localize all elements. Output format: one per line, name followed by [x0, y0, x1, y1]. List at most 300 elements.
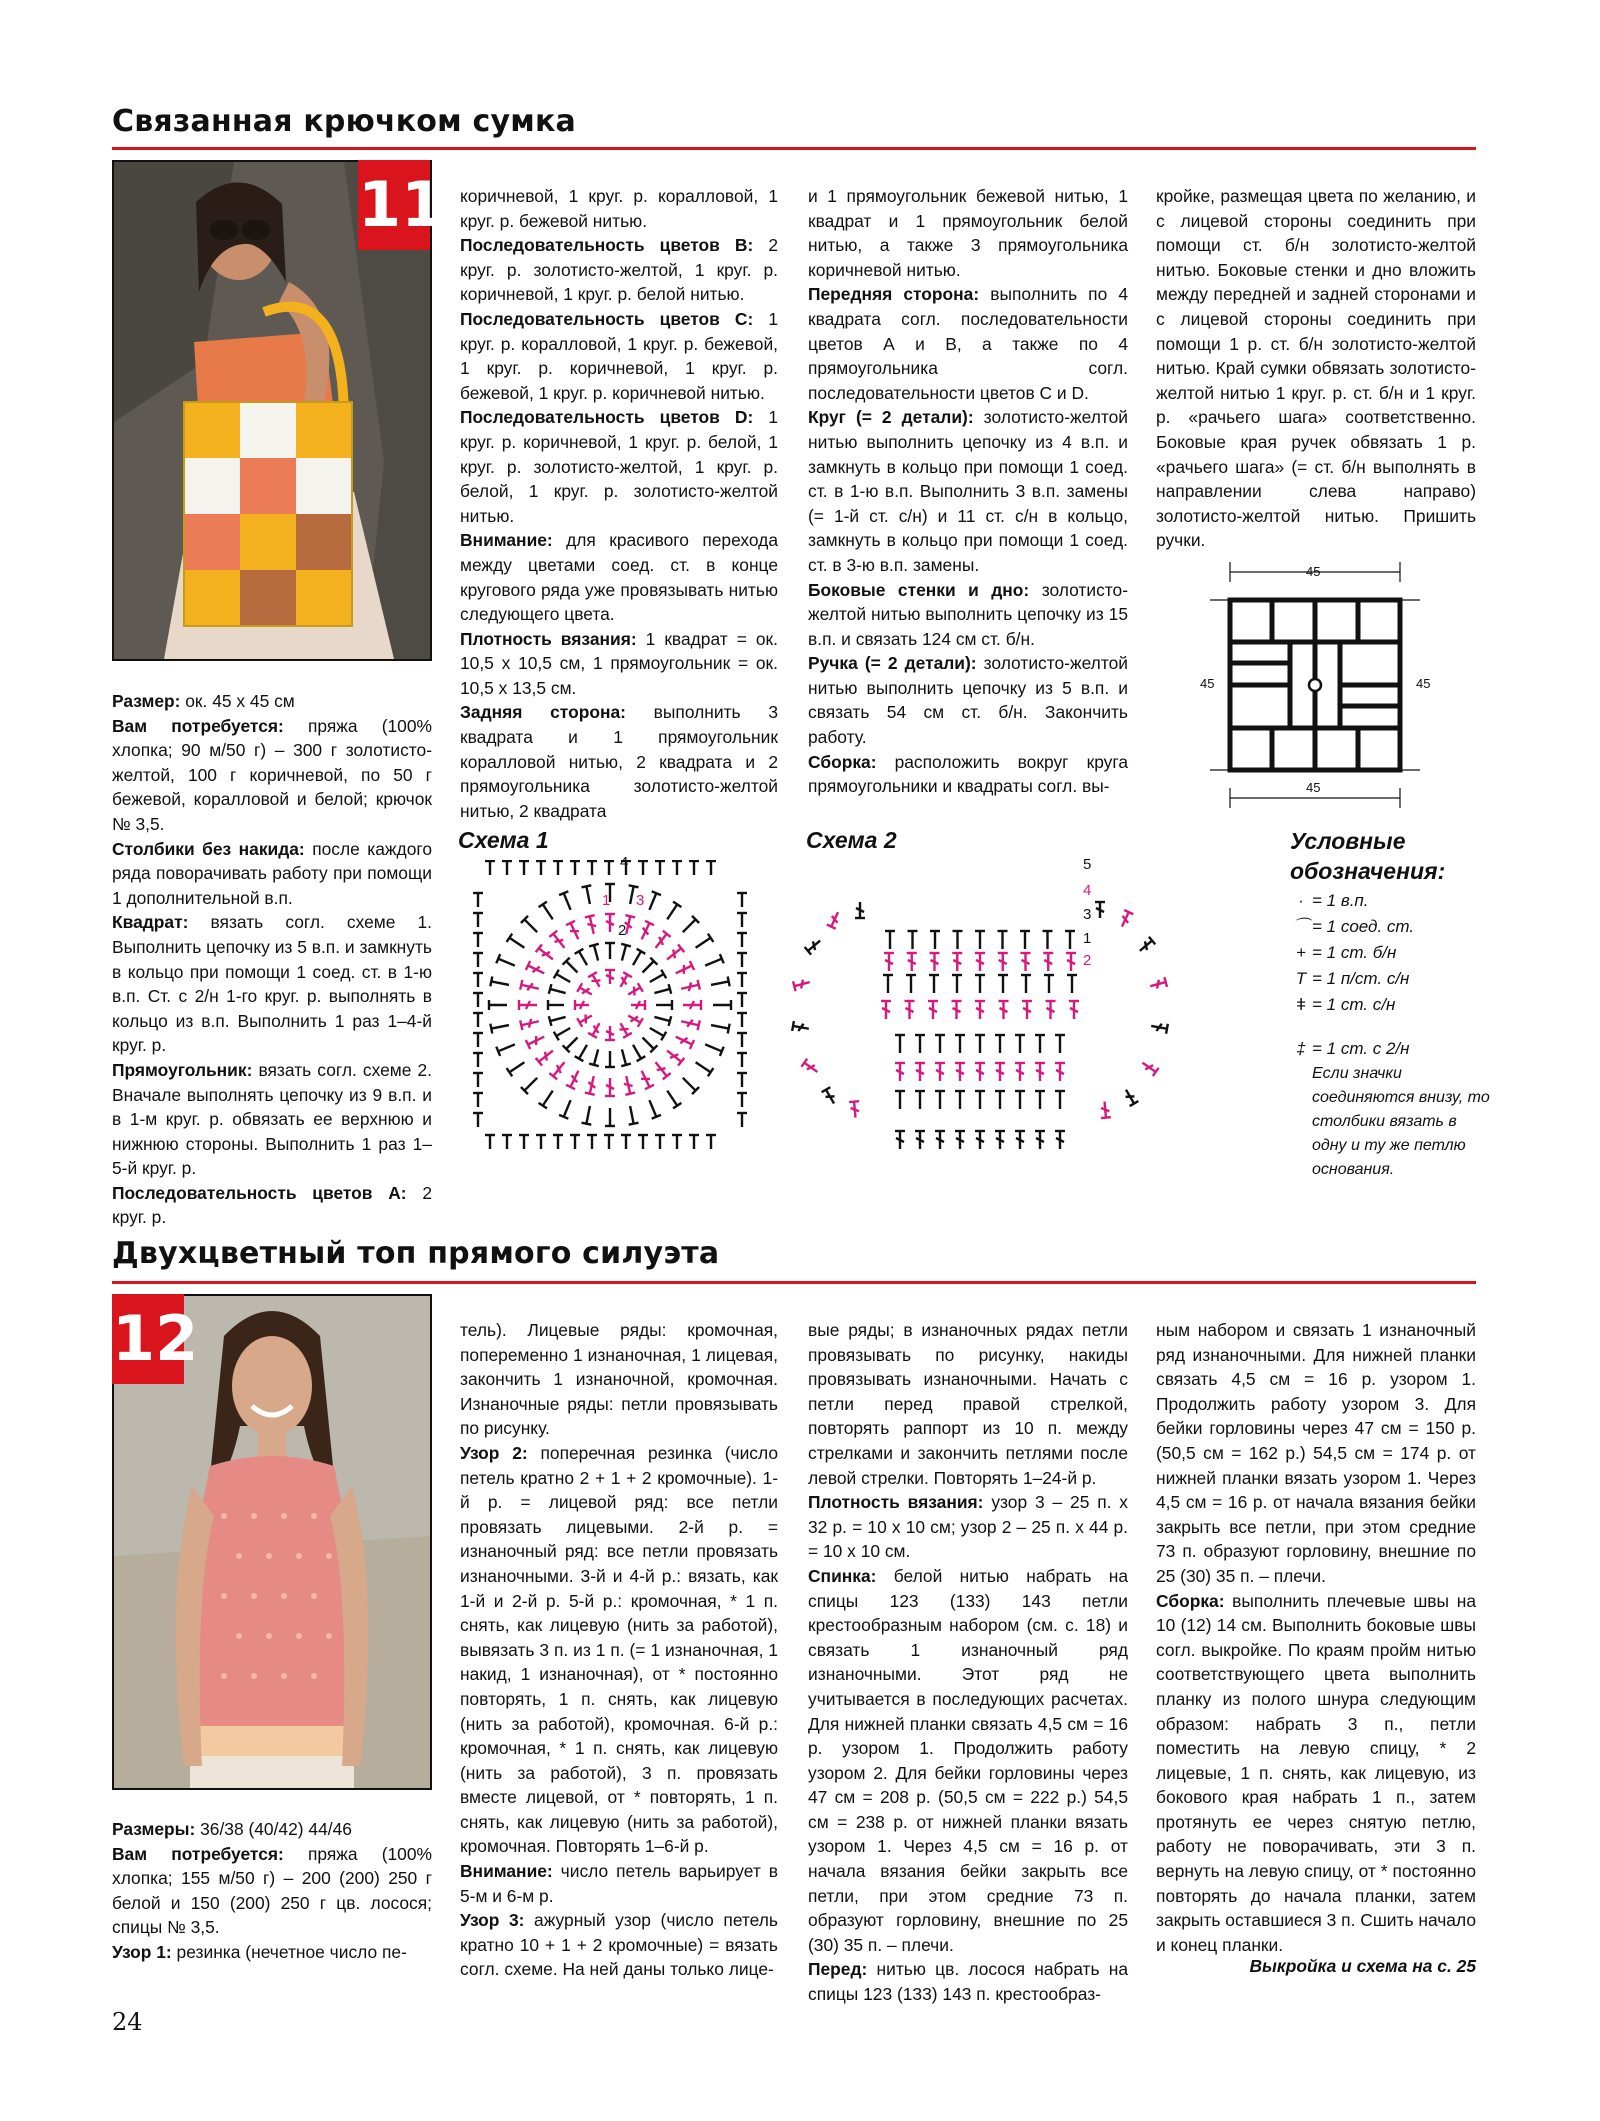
stitch-symbol	[710, 1020, 730, 1033]
dim-top: 45	[1306, 564, 1321, 579]
stitch-symbol	[605, 1078, 615, 1096]
stitch-symbol	[1035, 1035, 1045, 1053]
stitch-symbol	[473, 1073, 483, 1087]
stitch-symbol	[553, 861, 563, 875]
title-rule-12	[112, 1281, 1476, 1284]
stitch-symbol	[1055, 1063, 1065, 1081]
stitch-symbol	[737, 993, 747, 1007]
stitch-symbol	[549, 984, 567, 998]
stitch-symbol	[539, 902, 557, 923]
stitch-symbol	[554, 970, 573, 987]
stitch-symbol	[631, 1000, 645, 1010]
stitch-symbol	[1117, 910, 1133, 929]
stitch-symbol	[1046, 1001, 1056, 1019]
stitch-symbol	[1150, 1021, 1167, 1034]
para: Вам потребуется: пряжа (100% хлопка; 155 м/50 г) – 200 (200) 250 г белой и 150 (200) 250 г цв. лосося; спицы № 3,5.	[112, 1843, 432, 1938]
para: Круг (= 2 детали): золотисто-желтой нитью выполнить цепочку из 4 в.п. и замкнуть в кольцо при помощи 1 соед. ст. в 1-ю в.п. Выполнить 3 в.п. замены (= 1-й ст. с/н) и 11 ст. с/н в кольцо, замкнуть в кольцо при помощи 1 соед. ст. в 3-ю в.п. замены.	[808, 407, 1129, 575]
dim-bottom: 45	[1306, 780, 1321, 795]
s2-round-2: 2	[1083, 952, 1092, 969]
legend-item: · = 1 в.п.	[1298, 891, 1369, 910]
stitch-symbol	[1022, 1001, 1032, 1019]
stitch-symbol	[1066, 953, 1076, 971]
stitch-symbol	[604, 861, 614, 875]
stitch-symbol	[473, 973, 483, 987]
s1-round-3: 3	[636, 892, 645, 909]
stitch-symbol	[895, 1035, 905, 1053]
stitch-symbol	[906, 975, 916, 993]
para: Спинка: белой нитью набрать на спицы 123 (133) 143 петли крестообразным набором (см. с. 18) и связать 1 изнаночный ряд изнаночными. Этот ряд не учитывается в последующих расчетах. Для нижней планки связать 4,5 см = 16 р. узором 1. Продолжить работу узором 2. Для бейки горловины через 47 см = 208 р. (50,5 см = 222 р.) 54,5 см = 238 р. от нижней планки вязать узором 1. Через 4,5 см = 16 р. от начала вязания бейки закрыть все петли, при этом средние 73 п. образуют горловину, внешние по 25 (30) 35 п. – плечи.	[808, 1565, 1128, 1955]
s2-round-1: 1	[1083, 930, 1092, 947]
stitch-symbol	[706, 1135, 716, 1149]
stitch-symbol	[473, 993, 483, 1007]
stitch-symbol	[638, 861, 648, 875]
stitch-symbol	[883, 975, 893, 993]
para: Внимание: для красивого перехода между цветами соед. ст. в конце кругового ряда уже провязывать нитью следующего цвета.	[460, 530, 778, 625]
stitch-symbol	[1021, 953, 1031, 971]
stitch-symbol	[663, 1088, 681, 1109]
stitch-symbol	[737, 1033, 747, 1047]
stitch-symbol	[563, 1034, 581, 1052]
stitch-symbol	[995, 1131, 1005, 1149]
legend-item: ǂ = 1 ст. с/н	[1296, 995, 1396, 1014]
stitch-symbol	[689, 861, 699, 875]
stitch-symbol	[674, 1032, 695, 1049]
stitch-symbol	[496, 1040, 516, 1056]
stitch-symbol	[539, 1088, 557, 1109]
stitch-symbol	[473, 1113, 483, 1127]
stitch-symbol	[663, 902, 681, 923]
stitch-symbol	[549, 1012, 567, 1026]
stitch-symbol	[905, 1001, 915, 1019]
stitch-symbol	[645, 891, 661, 911]
stitch-symbol	[1035, 1063, 1045, 1081]
stitch-symbol	[664, 944, 684, 963]
stitch-symbol	[713, 1000, 731, 1010]
legend-item: + = 1 ст. б/н	[1296, 943, 1397, 962]
stitch-symbol	[575, 949, 592, 968]
stitch-symbol	[485, 861, 495, 875]
stitch-symbol	[647, 1024, 666, 1041]
article-11-col-3	[808, 184, 1128, 799]
stitch-symbol	[639, 1034, 657, 1052]
stitch-symbol	[605, 943, 615, 959]
stitch-symbol	[575, 1042, 592, 1061]
stitch-symbol	[616, 972, 632, 989]
stitch-symbol	[1100, 1101, 1111, 1118]
stitch-symbol	[526, 1032, 547, 1049]
stitch-symbol	[679, 1074, 699, 1094]
stitch-symbol	[855, 902, 865, 918]
stitch-symbol	[589, 944, 603, 962]
stitch-symbol	[995, 1035, 1005, 1053]
stitch-symbol	[1044, 975, 1054, 993]
stitch-symbol	[999, 1001, 1009, 1019]
stitch-symbol	[737, 1113, 747, 1127]
stitch-symbol	[473, 933, 483, 947]
stitch-symbol	[975, 931, 985, 949]
stitch-symbol	[473, 893, 483, 907]
stitch-symbol	[885, 931, 895, 949]
stitch-symbol	[521, 916, 541, 936]
para: Вам потребуется: пряжа (100% хлопка; 90 м/50 г) – 300 г золотисто-желтой, 100 г коричневой, по 50 г бежевой, коралловой и белой; крючок № 3,5.	[112, 715, 432, 834]
stitch-symbol	[566, 1069, 583, 1090]
article-11-col-1	[112, 689, 432, 1230]
stitch-symbol	[1020, 931, 1030, 949]
stitch-symbol	[473, 1093, 483, 1107]
stitch-symbol	[617, 1048, 631, 1066]
para: Плотность вязания: 1 квадрат = ок. 10,5 х 10,5 см, 1 прямоугольник = ок. 10,5 х 13,5 см.	[460, 628, 778, 698]
stitch-symbol	[653, 1012, 671, 1026]
para: Перед: нитью цв. лосося набрать на спицы 123 (133) 143 п. крестообраз-	[808, 1959, 1128, 2005]
stitch-symbol	[536, 1047, 556, 1066]
stitch-symbol	[490, 1020, 510, 1033]
stitch-symbol	[953, 931, 963, 949]
stitch-symbol	[801, 1059, 820, 1076]
s1-round-1: 1	[602, 892, 611, 909]
stitch-symbol	[975, 975, 985, 993]
stitch-symbol	[553, 1135, 563, 1149]
stitch-symbol	[496, 954, 516, 970]
stitch-symbol	[605, 970, 615, 984]
stitch-symbol	[793, 977, 811, 991]
para: и 1 прямоугольник бежевой нитью, 1 квадрат и 1 прямоугольник белой нитью, а также 3 прямоугольника коричневой нитью.	[808, 186, 1128, 280]
stitch-symbol	[935, 1063, 945, 1081]
stitch-symbol	[1055, 1131, 1065, 1149]
stitch-symbol	[680, 980, 700, 994]
para: Передняя сторона: выполнить по 4 квадрата согл. последовательности цветов А и В, а также по 4 прямоугольника согл. последовательности цветов С и D.	[808, 284, 1128, 403]
stitch-symbol	[930, 931, 940, 949]
stitch-symbol	[588, 972, 604, 989]
stitch-symbol	[995, 1063, 1005, 1081]
stitch-symbol	[672, 861, 682, 875]
s2-round-5: 5	[1083, 856, 1092, 873]
s2-round-3: 3	[1083, 906, 1092, 923]
stitch-symbol	[975, 1091, 985, 1109]
stitch-symbol	[519, 1000, 537, 1010]
stitch-symbol	[589, 1048, 603, 1066]
stitch-symbol	[710, 976, 730, 989]
stitch-symbol	[655, 861, 665, 875]
stitch-symbol	[737, 953, 747, 967]
schema-2-title: Схема 2	[806, 827, 897, 853]
stitch-symbol	[625, 1105, 638, 1125]
stitch-symbol	[822, 1087, 839, 1106]
stitch-symbol	[473, 1033, 483, 1047]
para: Ручка (= 2 детали): золотисто-желтой нитью выполнить цепочку из 5 в.п. и связать 54 см ст. б/н. Закончить работу.	[808, 653, 1128, 748]
stitch-symbol	[884, 953, 894, 971]
article-11-title: Связанная крючком сумка	[112, 104, 576, 139]
stitch-symbol	[502, 861, 512, 875]
stitch-symbol	[737, 1093, 747, 1107]
stitch-symbol	[581, 885, 594, 905]
stitch-symbol	[1069, 1001, 1079, 1019]
stitch-symbol	[706, 861, 716, 875]
article-12-col-3	[808, 1318, 1128, 2007]
stitch-symbol	[507, 934, 528, 952]
stitch-symbol	[955, 1131, 965, 1149]
stitch-symbol	[1021, 975, 1031, 993]
stitch-symbol	[639, 958, 657, 976]
stitch-symbol	[929, 975, 939, 993]
page-number: 24	[112, 2008, 143, 2036]
para: Размер: ок. 45 х 45 см	[112, 691, 295, 711]
para: Узор 3: ажурный узор (число петель кратно 10 + 1 + 2 кромочные) = вязать согл. схеме. На ней даны только лице-	[460, 1910, 778, 1980]
stitch-symbol	[683, 1000, 701, 1010]
stitch-symbol	[915, 1091, 925, 1109]
stitch-symbol	[526, 961, 547, 978]
stitch-symbol	[1149, 977, 1167, 991]
stitch-symbol	[485, 1135, 495, 1149]
stitch-symbol	[975, 1035, 985, 1053]
stitch-symbol	[626, 983, 643, 999]
stitch-symbol	[737, 913, 747, 927]
stitch-symbol	[587, 861, 597, 875]
stitch-symbol	[605, 1108, 615, 1126]
stitch-symbol	[975, 953, 985, 971]
para: Узор 1: резинка (нечетное число пе-	[112, 1941, 407, 1962]
stitch-symbol	[693, 1058, 714, 1076]
stitch-symbol	[955, 1035, 965, 1053]
stitch-symbol	[737, 1053, 747, 1067]
stitch-symbol	[626, 1011, 643, 1027]
stitch-symbol	[617, 944, 631, 962]
para: Последовательность цветов D: 1 круг. р. коричневой, 1 круг. р. белой, 1 круг. р. золотисто-желтой, 1 круг. р. белой, 1 круг. р. золотисто-желтой нитью.	[460, 407, 778, 526]
legend-note: Если значки соединяются внизу, то столбики вязать в одну и ту же петлю основания.	[1312, 1065, 1490, 1178]
stitch-symbol	[629, 949, 646, 968]
stitch-symbol	[998, 975, 1008, 993]
stitch-symbol	[935, 1035, 945, 1053]
stitch-symbol	[548, 1000, 564, 1010]
stitch-symbol	[1065, 931, 1075, 949]
stitch-symbol	[549, 1059, 568, 1079]
stitch-symbol	[955, 1091, 965, 1109]
stitch-symbol	[621, 1075, 635, 1095]
stitch-symbol	[605, 1026, 615, 1040]
stitch-symbol	[737, 933, 747, 947]
stitch-symbol	[703, 954, 723, 970]
stitch-symbol	[655, 1135, 665, 1149]
stitch-symbol	[1035, 1091, 1045, 1109]
stitch-symbol	[473, 1013, 483, 1027]
stitch-symbol	[519, 861, 529, 875]
stitch-symbol	[536, 861, 546, 875]
stitch-symbol	[664, 1047, 684, 1066]
stitch-symbol	[1140, 1059, 1159, 1076]
stitch-symbol	[604, 1135, 614, 1149]
stitch-symbol	[616, 1021, 632, 1038]
stitch-symbol	[1035, 1131, 1045, 1149]
article-12-col-2	[460, 1318, 778, 1982]
stitch-symbol	[559, 1098, 575, 1118]
para: Столбики без накида: после каждого ряда поворачивать работу при помощи 1 дополнительной в.п.	[112, 838, 432, 908]
stitch-symbol	[489, 1000, 507, 1010]
stitch-symbol	[737, 893, 747, 907]
para: Последовательность цветов А: 2 круг. р.	[112, 1182, 432, 1228]
stitch-symbol	[1055, 1091, 1065, 1109]
stitch-symbol	[549, 931, 568, 951]
legend-item: T = 1 п/ст. с/н	[1295, 969, 1410, 988]
stitch-symbol	[952, 1001, 962, 1019]
stitch-symbol	[588, 1021, 604, 1038]
stitch-symbol	[570, 1135, 580, 1149]
article-11-col-4	[1156, 184, 1476, 553]
stitch-symbol	[915, 1131, 925, 1149]
stitch-symbol	[1137, 937, 1156, 955]
article-11-col-2	[460, 184, 778, 823]
article-12-col-1	[112, 1817, 432, 1965]
stitch-symbol	[928, 1001, 938, 1019]
crochet-chart-rectangle	[790, 850, 1170, 1170]
s1-round-2: 2	[618, 922, 627, 939]
stitch-symbol	[1122, 1087, 1139, 1106]
para: Сборка: расположить вокруг круга прямоугольники и квадраты согл. вы-	[808, 751, 1128, 797]
stitch-symbol	[1043, 953, 1053, 971]
article-12-col-4	[1156, 1318, 1476, 1957]
stitch-symbol	[998, 931, 1008, 949]
stitch-symbol	[605, 1051, 615, 1067]
stitch-symbol	[621, 1135, 631, 1149]
stitch-symbol	[693, 934, 714, 952]
legend-item: ‡ = 1 ст. с 2/н	[1296, 1039, 1410, 1058]
para: тель). Лицевые ряды: кромочная, попеременно 1 изнаночная, 1 лицевая, закончить 1 изнаночной, кромочная. Изнаночные ряды: петли провязывать по рисунку.	[460, 1320, 778, 1439]
stitch-symbol	[473, 913, 483, 927]
stitch-symbol	[881, 1001, 891, 1019]
stitch-symbol	[737, 1073, 747, 1087]
stitch-symbol	[563, 958, 581, 976]
para: Задняя сторона: выполнить 3 квадрата и 1 прямоугольник коралловой нитью, 2 квадрата и 2 прямоугольника золотисто-желтой нитью, 2 квадрата	[460, 702, 779, 821]
stitch-symbol	[521, 1074, 541, 1094]
stitch-symbol	[554, 1024, 573, 1041]
stitch-symbol	[1015, 1035, 1025, 1053]
stitch-symbol	[1095, 902, 1105, 918]
dim-right: 45	[1416, 676, 1431, 691]
stitch-symbol	[805, 937, 824, 955]
para: ным набором и связать 1 изнаночный ряд изнаночными. Для нижней планки связать 4,5 см = 16 р. узором 1. Продолжить работу узором 3. Для бейки горловины через 47 см = 150 р. (50,5 см = 162 р.) 54,5 см = 174 р. от нижней планки вязать узором 1. Через 4,5 см = 16 р. от начала вязания бейки закрыть все петли, при этом средние 73 п. образуют горловину, внешние по 25 (30) 35 п. – плечи.	[1156, 1320, 1476, 1586]
stitch-symbol	[680, 1016, 700, 1030]
stitch-symbol	[502, 1135, 512, 1149]
para: Последовательность цветов С: 1 круг. р. коралловой, 1 круг. р. бежевой, 1 круг. р. коричневой, 1 круг. р. бежевой, 1 круг. р. коричневой нитью.	[460, 308, 778, 403]
article-number-12: 12	[112, 1294, 184, 1384]
stitch-symbol	[952, 975, 962, 993]
para: Внимание: число петель варьирует в 5-м и 6-м р.	[460, 1861, 778, 1906]
para: вые ряды; в изнаночных рядах петли провязывать по рисунку, накиды провязывать изнаночными. Начать с петли перед правой стрелкой, повторять раппорт из 10 п. между стрелками и закончить петлями после левой стрелки. Повторять 1–24-й р.	[808, 1320, 1128, 1488]
stitch-symbol	[908, 931, 918, 949]
stitch-symbol	[1055, 1035, 1065, 1053]
para: Размеры: 36/38 (40/42) 44/46	[112, 1819, 352, 1839]
article-12-title: Двухцветный топ прямого силуэта	[112, 1236, 720, 1271]
para: Последовательность цветов В: 2 круг. р. золотисто-желтой, 1 круг. р. коричневой, 1 круг. р. белой нитью.	[460, 235, 778, 305]
stitch-symbol	[935, 1131, 945, 1149]
stitch-symbol	[792, 1021, 809, 1034]
stitch-symbol	[1015, 1131, 1025, 1149]
page-reference: Выкройка и схема на с. 25	[1249, 1956, 1476, 1976]
stitch-symbol	[895, 1063, 905, 1081]
dim-left: 45	[1200, 676, 1215, 691]
article-number-11: 11	[358, 160, 430, 250]
s1-round-4: 4	[620, 854, 629, 871]
stitch-symbol	[520, 980, 540, 994]
stitch-symbol	[637, 921, 654, 942]
stitch-symbol	[473, 953, 483, 967]
legend-item: ⌒ = 1 соед. ст.	[1292, 917, 1415, 936]
legend-title: Условные обозначения:	[1290, 828, 1446, 884]
stitch-symbol	[473, 1053, 483, 1067]
stitch-symbol	[536, 1135, 546, 1149]
stitch-symbol	[605, 914, 615, 932]
stitch-symbol	[652, 931, 671, 951]
s2-round-4: 4	[1083, 882, 1092, 899]
stitch-symbol	[585, 915, 599, 935]
stitch-symbol	[907, 953, 917, 971]
para: Плотность вязания: узор 3 – 25 п. х 32 р. = 10 х 10 см; узор 2 – 25 п. х 44 р. = 10 х 10 см.	[808, 1492, 1128, 1562]
stitch-symbol	[587, 1135, 597, 1149]
stitch-symbol	[1015, 1063, 1025, 1081]
para: Узор 2: поперечная резинка (число петель кратно 2 + 1 + 2 кромочные). 1-й р. = лицевой ряд: все петли провязать лицевыми. 2-й р. = изнаночный ряд: все петли провязать изнаночными. 3-й и 4-й р.: вязать, как 1-й и 2-й р. 5-й р.: кромочная, * 1 п. снять, как лицевую (нить за работой), вывязать 3 п. из 1 п. (= 1 изнаночная, 1 накид, 1 изнаночная), от * постоянно повторять, 1 п. снять, как лицевую (нить за работой), кромочная. 6-й р.: кромочная, * 1 п. снять, как лицевую (нить за работой), 3 п. провязать вместе лицевой, от * повторять, 1 п. снять, как лицевую (нить за работой), кромочная. Повторять 1–6-й р.	[460, 1442, 778, 1857]
stitch-symbol	[585, 1075, 599, 1095]
stitch-symbol	[519, 1135, 529, 1149]
stitch-symbol	[737, 1013, 747, 1027]
para: кройке, размещая цвета по желанию, и с лицевой стороны соединить при помощи ст. б/н золотисто-желтой нитью. Боковые стенки и дно вложить между передней и задней сторонами и с лицевой стороны соединить при помощи 1 р. ст. б/н золотисто-желтой нитью. Край сумки обвязать золотисто-желтой нитью 1 круг. р. ст. б/н и 1 круг. р. «рачьего шага» соответственно. Боковые края ручек обвязать 1 р. «рачьего шага» (= ст. б/н выполнять в направлении слева направо) золотисто-желтой нитью. Пришить ручки.	[1156, 186, 1476, 551]
stitch-symbol	[647, 970, 666, 987]
stitch-symbol	[645, 1098, 661, 1118]
stitch-symbol	[952, 953, 962, 971]
stitch-symbol	[629, 1042, 646, 1061]
stitch-symbol	[1015, 1091, 1025, 1109]
schema-1-title: Схема 1	[458, 827, 549, 853]
stitch-symbol	[577, 983, 594, 999]
stitch-symbol	[737, 973, 747, 987]
stitch-symbol	[674, 961, 695, 978]
stitch-symbol	[955, 1063, 965, 1081]
stitch-symbol	[559, 891, 575, 911]
stitch-symbol	[975, 1063, 985, 1081]
stitch-symbol	[638, 1135, 648, 1149]
para: Сборка: выполнить плечевые швы на 10 (12) 14 см. Выполнить боковые швы согл. выкройке. По краям пройм нитью соответствующего цвета выполнить планку из полого шнура следующим образом: набрать 3 п., петли поместить на левую спицу, * 2 лицевые, 1 п. снять, как лицевую, из бокового края набрать 1 п., затем протянуть ее через снятую петлю, работу не поворачивать, эти 3 п. вернуть на левую спицу, от * постоянно повторять до начала планки, затем закрыть оставшиеся 3 п. Сшить начало и конец планки.	[1156, 1590, 1476, 1955]
stitch-symbol	[703, 1040, 723, 1056]
para: Боковые стенки и дно: золотисто-желтой нитью выполнить цепочку из 15 в.п. и связать 124 см ст. б/н.	[808, 579, 1129, 649]
stitch-symbol	[577, 1011, 594, 1027]
stitch-symbol	[652, 1059, 671, 1079]
stitch-symbol	[849, 1101, 860, 1118]
stitch-symbol	[935, 1091, 945, 1109]
title-rule-11	[112, 147, 1476, 150]
stitch-symbol	[1067, 975, 1077, 993]
stitch-symbol	[656, 1000, 672, 1010]
stitch-symbol	[566, 921, 583, 942]
stitch-symbol	[679, 916, 699, 936]
para: коричневой, 1 круг. р. коралловой, 1 круг. р. бежевой нитью.	[460, 186, 778, 231]
stitch-symbol	[653, 984, 671, 998]
para: Квадрат: вязать согл. схеме 1. Выполнить цепочку из 5 в.п. и замкнуть в кольцо при помощи 1 соед. ст. в 1-ю в.п. Ст. с 2/н 1-го круг. р. выполнять в кольцо из в.п. Выполнить 1 раз 1–4-й круг. р.	[112, 912, 432, 1056]
stitch-symbol	[637, 1069, 654, 1090]
stitch-symbol	[507, 1058, 528, 1076]
stitch-symbol	[995, 1091, 1005, 1109]
stitch-symbol	[689, 1135, 699, 1149]
stitch-symbol	[915, 1063, 925, 1081]
stitch-symbol	[575, 1000, 589, 1010]
stitch-symbol	[930, 953, 940, 971]
stitch-symbol	[581, 1105, 594, 1125]
stitch-symbol	[570, 861, 580, 875]
stitch-symbol	[975, 1131, 985, 1149]
stitch-symbol	[998, 953, 1008, 971]
stitch-symbol	[1043, 931, 1053, 949]
stitch-symbol	[827, 910, 843, 929]
stitch-symbol	[490, 976, 510, 989]
para: Прямоугольник: вязать согл. схеме 2. Вначале выполнять цепочку из 9 в.п. и в 1-м круг. р. обвязать ее верхнюю и нижнюю стороны. Выполнить 1 раз 1–5-й круг. р.	[112, 1059, 432, 1179]
stitch-symbol	[975, 1001, 985, 1019]
stitch-symbol	[895, 1131, 905, 1149]
